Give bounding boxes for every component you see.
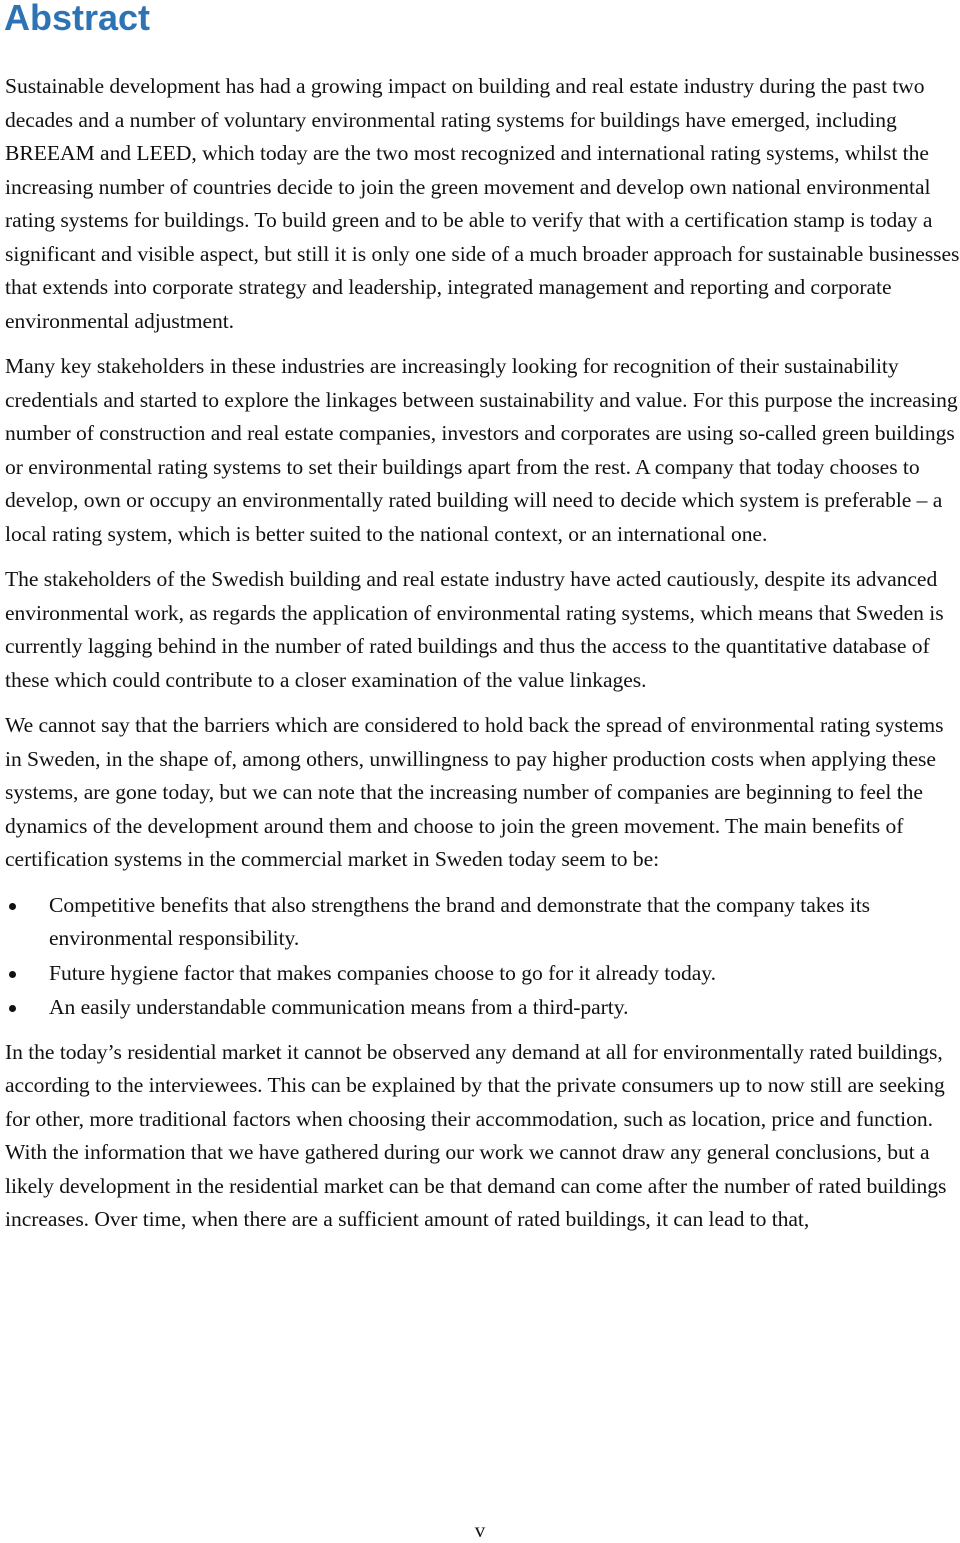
page-title: Abstract: [4, 0, 151, 38]
list-item: [5, 889, 960, 956]
abstract-paragraph-3: The stakeholders of the Swedish building and real estate industry have acted cautiously, despite its advanced environmental work, as regards the application of environmental rating systems, which means that Sweden is currently lagging behind in the number of rated buildings and thus the access to the quantitative database of these which could contribute to a closer examination of the value linkages.: [5, 567, 944, 692]
benefits-list: [5, 889, 960, 1025]
list-item-text: An easily understandable communication means from a third-party.: [49, 995, 629, 1019]
abstract-paragraph-5: In the today’s residential market it cannot be observed any demand at all for environmentally rated buildings, according to the interviewees. This can be explained by that the private consumers up to now still are seeking for other, more traditional factors when choosing their accommodation, such as location, price and function. With the information that we have gathered during our work we cannot draw any general conclusions, but a likely development in the residential market can be that demand can come after the number of rated buildings increases. Over time, when there are a sufficient amount of rated buildings, it can lead to that,: [5, 1039, 947, 1231]
abstract-paragraph-2: Many key stakeholders in these industries are increasingly looking for recognition of their sustainability credentials and started to explore the linkages between sustainability and value. For this purpose the increasing number of construction and real estate companies, investors and corporates are using so-called green buildings or environmental rating systems to set their buildings apart from the rest. A company that today chooses to develop, own or occupy an environmentally rated building will need to decide which system is preferable – a local rating system, which is better suited to the national context, or an international one.: [5, 354, 958, 546]
abstract-paragraph-4: We cannot say that the barriers which are considered to hold back the spread of environmental rating systems in Sweden, in the shape of, among others, unwillingness to pay higher production costs when applying these systems, are gone today, but we can note that the increasing number of companies are beginning to feel the dynamics of the development around them and choose to join the green movement. The main benefits of certification systems in the commercial market in Sweden today seem to be:: [5, 713, 944, 871]
bullet-icon: [9, 971, 16, 978]
page-number: v: [474, 1518, 486, 1542]
list-item-text: Competitive benefits that also strengthens the brand and demonstrate that the company takes its environmental responsibility.: [49, 892, 871, 950]
list-item-text: Future hygiene factor that makes companies choose to go for it already today.: [49, 960, 716, 985]
abstract-body: [5, 70, 960, 1249]
list-item: [5, 957, 960, 991]
bullet-icon: [9, 903, 16, 910]
abstract-paragraph-1: Sustainable development has had a growing impact on building and real estate industry during the past two decades and a number of voluntary environmental rating systems for buildings have emerged, including BREEAM and LEED, which today are the two most recognized and international rating systems, whilst the increasing number of countries decide to join the green movement and develop own national environmental rating systems for buildings. To build green and to be able to verify that with a certification stamp is today a significant and visible aspect, but still it is only one side of a much broader approach for sustainable businesses that extends into corporate strategy and leadership, integrated management and reporting and corporate environmental adjustment.: [5, 74, 960, 333]
list-item: [5, 991, 960, 1025]
bullet-icon: [9, 1005, 16, 1012]
